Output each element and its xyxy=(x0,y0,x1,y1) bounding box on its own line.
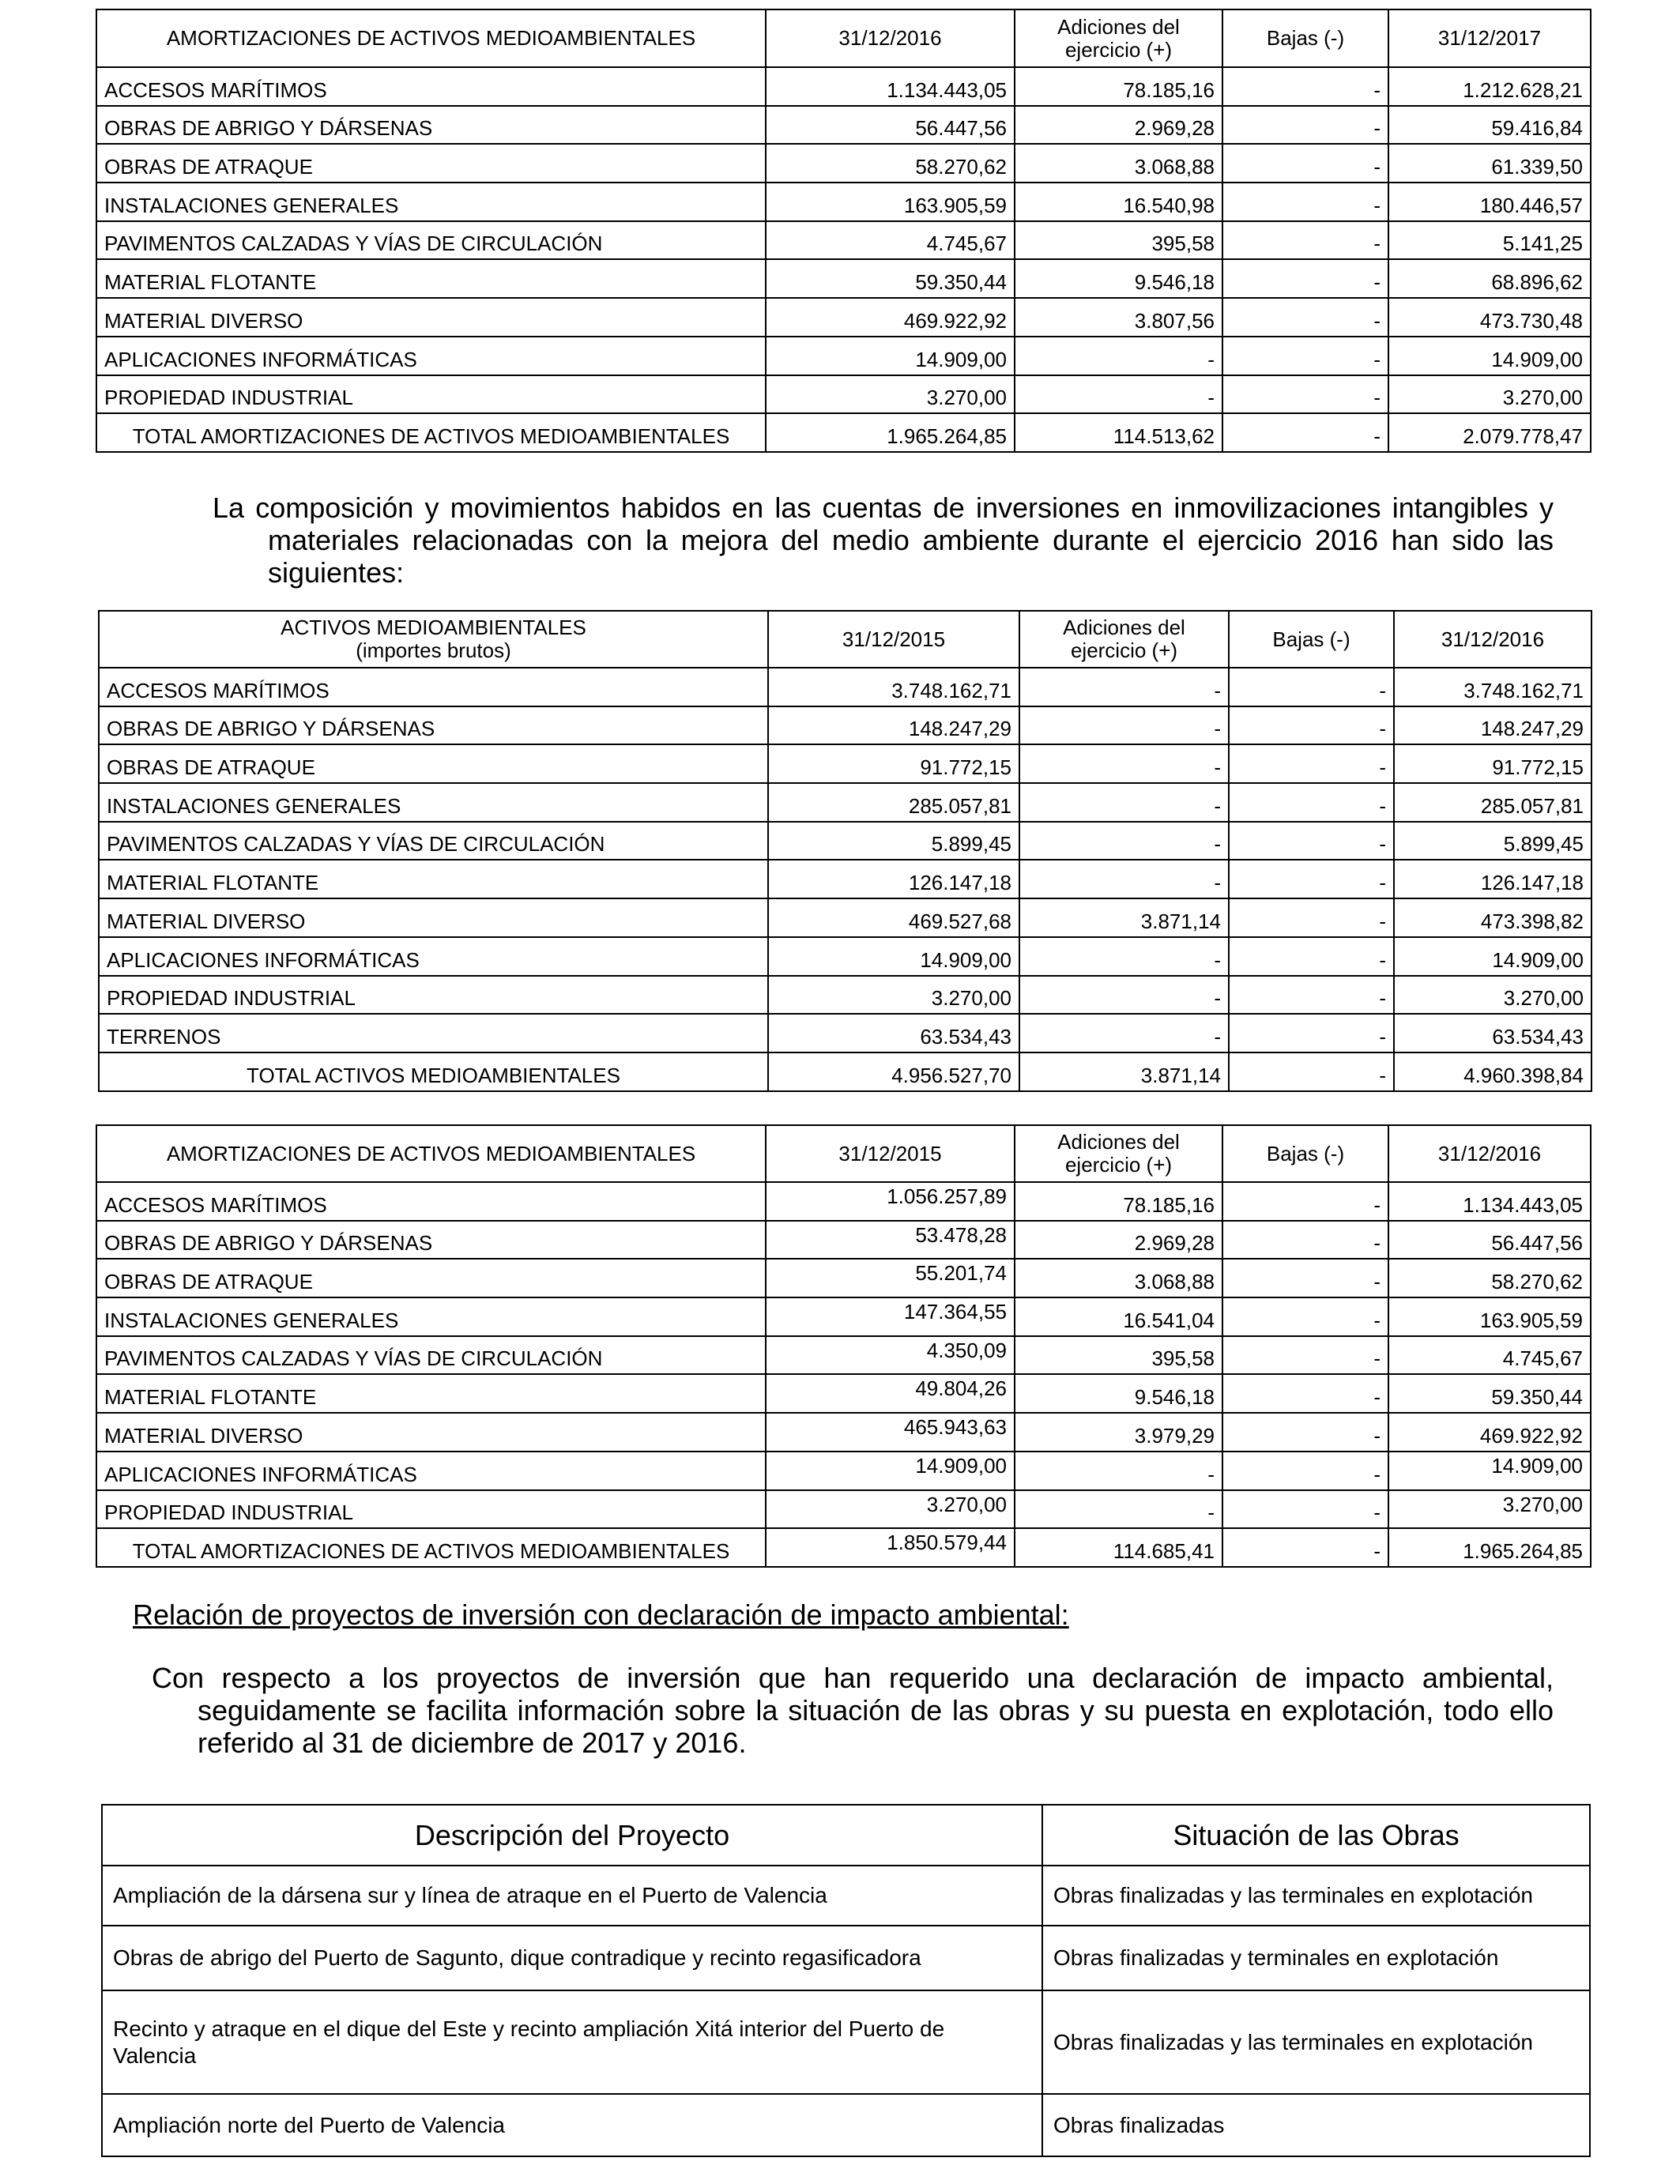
cell-value: - xyxy=(1229,744,1394,783)
cell-value: 14.909,00 xyxy=(766,337,1015,375)
row-label: INSTALACIONES GENERALES xyxy=(96,1297,766,1336)
cell-value: - xyxy=(1229,706,1394,745)
paragraph-proyectos xyxy=(152,1662,1554,1759)
table-row xyxy=(96,106,1591,145)
project-description: Obras de abrigo del Puerto de Sagunto, dique contradique y recinto regasificadora xyxy=(102,1926,1042,1990)
cell-value: - xyxy=(1019,744,1229,783)
table-row xyxy=(96,144,1591,183)
row-label: MATERIAL DIVERSO xyxy=(96,1413,766,1452)
row-label: OBRAS DE ABRIGO Y DÁRSENAS xyxy=(99,706,768,745)
cell-value: 1.056.257,89 xyxy=(766,1182,1015,1221)
project-status: Obras finalizadas y las terminales en explotación xyxy=(1042,1866,1590,1926)
cell-value: 59.350,44 xyxy=(766,259,1015,298)
table-header-row xyxy=(96,1125,1591,1182)
cell-value: 147.364,55 xyxy=(766,1297,1015,1336)
cell-value: - xyxy=(1015,1490,1222,1529)
cell-value: - xyxy=(1222,1413,1388,1452)
column-header: 31/12/2016 xyxy=(766,9,1015,67)
cell-value: 148.247,29 xyxy=(768,706,1019,745)
cell-value: - xyxy=(1222,337,1388,375)
row-label: OBRAS DE ATRAQUE xyxy=(96,1259,766,1297)
cell-value: - xyxy=(1222,1490,1388,1529)
cell-value: - xyxy=(1222,375,1388,414)
row-label: PAVIMENTOS CALZADAS Y VÍAS DE CIRCULACIÓN xyxy=(96,1336,766,1375)
cell-value: 163.905,59 xyxy=(766,183,1015,221)
cell-value: 180.446,57 xyxy=(1388,183,1591,221)
header-line: ejercicio (+) xyxy=(1070,638,1178,662)
cell-value: 58.270,62 xyxy=(1388,1259,1591,1297)
cell-value: 14.909,00 xyxy=(1388,337,1591,375)
cell-value: 49.804,26 xyxy=(766,1374,1015,1413)
cell-value: - xyxy=(1229,937,1394,976)
cell-value: - xyxy=(1229,668,1394,706)
cell-value: 1.212.628,21 xyxy=(1388,67,1591,106)
column-header xyxy=(1015,9,1222,67)
cell-value: 3.270,00 xyxy=(766,375,1015,414)
row-label: INSTALACIONES GENERALES xyxy=(99,783,768,822)
column-header: AMORTIZACIONES DE ACTIVOS MEDIOAMBIENTALES xyxy=(96,1125,766,1182)
column-header: AMORTIZACIONES DE ACTIVOS MEDIOAMBIENTALES xyxy=(96,9,766,67)
cell-value: 4.960.398,84 xyxy=(1394,1052,1591,1091)
cell-value: - xyxy=(1229,976,1394,1015)
column-header: 31/12/2015 xyxy=(768,611,1019,668)
header-line: ejercicio (+) xyxy=(1064,37,1173,62)
table-row xyxy=(96,221,1591,260)
cell-value: 14.909,00 xyxy=(1388,1452,1591,1490)
row-label: INSTALACIONES GENERALES xyxy=(96,183,766,221)
cell-value: 1.134.443,05 xyxy=(1388,1182,1591,1221)
table-row xyxy=(96,1297,1591,1336)
table-row xyxy=(96,298,1591,337)
row-label: TERRENOS xyxy=(99,1014,768,1052)
cell-value: - xyxy=(1019,1014,1229,1052)
cell-value: 3.748.162,71 xyxy=(1394,668,1591,706)
project-description: Ampliación norte del Puerto de Valencia xyxy=(102,2094,1042,2156)
row-label: PAVIMENTOS CALZADAS Y VÍAS DE CIRCULACIÓN xyxy=(99,822,768,860)
cell-value: 14.909,00 xyxy=(766,1452,1015,1490)
row-label: MATERIAL FLOTANTE xyxy=(99,860,768,898)
cell-value: 3.871,14 xyxy=(1019,898,1229,937)
paragraph-text: Con respecto a los proyectos de inversión que han requerido una declaración de impacto ambiental, seguidamente se facilita información sobre la situación de las obras y su puesta en explotación, todo ello referido al 31 de diciembre de 2017 y 2016. xyxy=(152,1662,1554,1759)
table-row xyxy=(99,937,1591,976)
cell-value: 3.871,14 xyxy=(1019,1052,1229,1091)
cell-value: 1.965.264,85 xyxy=(1388,1528,1591,1567)
table-row xyxy=(96,1336,1591,1375)
row-label: PAVIMENTOS CALZADAS Y VÍAS DE CIRCULACIÓN xyxy=(96,221,766,260)
cell-value: - xyxy=(1222,1528,1388,1567)
table-row xyxy=(96,1490,1591,1529)
row-label: PROPIEDAD INDUSTRIAL xyxy=(96,375,766,414)
cell-value: 9.546,18 xyxy=(1015,259,1222,298)
cell-value: 126.147,18 xyxy=(768,860,1019,898)
header-line: Adiciones del xyxy=(1057,1130,1180,1154)
cell-value: 163.905,59 xyxy=(1388,1297,1591,1336)
cell-value: 1.965.264,85 xyxy=(766,413,1015,452)
table-row xyxy=(99,744,1591,783)
column-header: Descripción del Proyecto xyxy=(102,1805,1042,1866)
cell-value: 473.398,82 xyxy=(1394,898,1591,937)
cell-value: 3.748.162,71 xyxy=(768,668,1019,706)
cell-value: 91.772,15 xyxy=(768,744,1019,783)
row-label: TOTAL AMORTIZACIONES DE ACTIVOS MEDIOAMBIENTALES xyxy=(96,1528,766,1567)
cell-value: 56.447,56 xyxy=(766,106,1015,145)
cell-value: 5.141,25 xyxy=(1388,221,1591,260)
cell-value: - xyxy=(1019,860,1229,898)
cell-value: 469.922,92 xyxy=(1388,1413,1591,1452)
cell-value: 2.969,28 xyxy=(1015,106,1222,145)
header-line: (importes brutos) xyxy=(356,638,511,662)
column-header: 31/12/2016 xyxy=(1394,611,1591,668)
project-status: Obras finalizadas y las terminales en explotación xyxy=(1042,1990,1590,2094)
cell-value: 14.909,00 xyxy=(1394,937,1591,976)
total-row xyxy=(96,413,1591,452)
column-header: Bajas (-) xyxy=(1222,9,1388,67)
table-row xyxy=(96,375,1591,414)
cell-value: - xyxy=(1015,337,1222,375)
row-label: MATERIAL DIVERSO xyxy=(96,298,766,337)
cell-value: 78.185,16 xyxy=(1015,67,1222,106)
cell-value: - xyxy=(1222,1221,1388,1260)
cell-value: 285.057,81 xyxy=(768,783,1019,822)
cell-value: 1.134.443,05 xyxy=(766,67,1015,106)
total-row xyxy=(99,1052,1591,1091)
table-row xyxy=(102,2094,1590,2156)
table-row xyxy=(96,183,1591,221)
row-label: OBRAS DE ABRIGO Y DÁRSENAS xyxy=(96,1221,766,1260)
cell-value: 1.850.579,44 xyxy=(766,1528,1015,1567)
total-row xyxy=(96,1528,1591,1567)
project-description: Ampliación de la dársena sur y línea de atraque en el Puerto de Valencia xyxy=(102,1866,1042,1926)
cell-value: 68.896,62 xyxy=(1388,259,1591,298)
cell-value: - xyxy=(1222,1297,1388,1336)
cell-value: 395,58 xyxy=(1015,221,1222,260)
cell-value: 91.772,15 xyxy=(1394,744,1591,783)
cell-value: - xyxy=(1019,706,1229,745)
project-description: Recinto y atraque en el dique del Este y recinto ampliación Xitá interior del Puerto de Valencia xyxy=(102,1990,1042,2094)
cell-value: - xyxy=(1019,668,1229,706)
cell-value: 78.185,16 xyxy=(1015,1182,1222,1221)
cell-value: 4.956.527,70 xyxy=(768,1052,1019,1091)
table-row xyxy=(102,1990,1590,2094)
row-label: TOTAL AMORTIZACIONES DE ACTIVOS MEDIOAMBIENTALES xyxy=(96,413,766,452)
cell-value: - xyxy=(1229,783,1394,822)
row-label: ACCESOS MARÍTIMOS xyxy=(96,1182,766,1221)
column-header xyxy=(1019,611,1229,668)
cell-value: 63.534,43 xyxy=(768,1014,1019,1052)
cell-value: - xyxy=(1019,937,1229,976)
row-label: PROPIEDAD INDUSTRIAL xyxy=(96,1490,766,1529)
header-line: Adiciones del xyxy=(1057,14,1180,39)
header-line: Adiciones del xyxy=(1063,616,1185,639)
cell-value: 469.527,68 xyxy=(768,898,1019,937)
cell-value: 465.943,63 xyxy=(766,1413,1015,1452)
row-label: OBRAS DE ATRAQUE xyxy=(99,744,768,783)
table-row xyxy=(102,1866,1590,1926)
row-label: OBRAS DE ABRIGO Y DÁRSENAS xyxy=(96,106,766,145)
cell-value: - xyxy=(1019,976,1229,1015)
cell-value: 114.513,62 xyxy=(1015,413,1222,452)
table-row xyxy=(99,822,1591,860)
table-header-row xyxy=(96,9,1591,67)
column-header: 31/12/2016 xyxy=(1388,1125,1591,1182)
table-row xyxy=(99,898,1591,937)
cell-value: 285.057,81 xyxy=(1394,783,1591,822)
cell-value: 59.416,84 xyxy=(1388,106,1591,145)
amortizaciones-2016-table xyxy=(96,1124,1591,1568)
table-row xyxy=(96,1221,1591,1260)
cell-value: 114.685,41 xyxy=(1015,1528,1222,1567)
table-row xyxy=(99,1014,1591,1052)
cell-value: - xyxy=(1222,259,1388,298)
row-label: APLICACIONES INFORMÁTICAS xyxy=(96,1452,766,1490)
cell-value: - xyxy=(1229,1052,1394,1091)
cell-value: 395,58 xyxy=(1015,1336,1222,1375)
column-header: 31/12/2015 xyxy=(766,1125,1015,1182)
row-label: ACCESOS MARÍTIMOS xyxy=(99,668,768,706)
cell-value: - xyxy=(1222,413,1388,452)
project-status: Obras finalizadas xyxy=(1042,2094,1590,2156)
cell-value: 126.147,18 xyxy=(1394,860,1591,898)
cell-value: 3.979,29 xyxy=(1015,1413,1222,1452)
table-row xyxy=(96,67,1591,106)
table-row xyxy=(99,976,1591,1015)
cell-value: - xyxy=(1019,783,1229,822)
cell-value: 63.534,43 xyxy=(1394,1014,1591,1052)
cell-value: 469.922,92 xyxy=(766,298,1015,337)
table-header-row xyxy=(102,1805,1590,1866)
row-label: PROPIEDAD INDUSTRIAL xyxy=(99,976,768,1015)
table-row xyxy=(96,1374,1591,1413)
row-label: APLICACIONES INFORMÁTICAS xyxy=(96,337,766,375)
cell-value: - xyxy=(1229,860,1394,898)
row-label: MATERIAL FLOTANTE xyxy=(96,1374,766,1413)
cell-value: - xyxy=(1222,183,1388,221)
cell-value: 14.909,00 xyxy=(768,937,1019,976)
cell-value: 5.899,45 xyxy=(768,822,1019,860)
column-header: Bajas (-) xyxy=(1222,1125,1388,1182)
cell-value: - xyxy=(1229,822,1394,860)
cell-value: - xyxy=(1222,298,1388,337)
cell-value: 3.807,56 xyxy=(1015,298,1222,337)
column-header xyxy=(99,611,768,668)
cell-value: - xyxy=(1222,221,1388,260)
section-heading: Relación de proyectos de inversión con declaración de impacto ambiental: xyxy=(133,1598,1069,1631)
table-row xyxy=(96,1413,1591,1452)
table-row xyxy=(96,1182,1591,1221)
row-label: OBRAS DE ATRAQUE xyxy=(96,144,766,183)
cell-value: - xyxy=(1222,1182,1388,1221)
cell-value: 61.339,50 xyxy=(1388,144,1591,183)
paragraph-inversiones: La composición y movimientos habidos en las cuentas de inversiones en inmovilizaciones intangibles y materiales relacionadas con la mejora del medio ambiente durante el ejercicio 2016 han sido las siguientes: xyxy=(213,491,1554,589)
header-line: ACTIVOS MEDIOAMBIENTALES xyxy=(281,616,586,639)
cell-value: 58.270,62 xyxy=(766,144,1015,183)
cell-value: 3.068,88 xyxy=(1015,144,1222,183)
table-row xyxy=(96,1452,1591,1490)
cell-value: 16.540,98 xyxy=(1015,183,1222,221)
cell-value: - xyxy=(1222,67,1388,106)
column-header: 31/12/2017 xyxy=(1388,9,1591,67)
table-row xyxy=(102,1926,1590,1990)
row-label: ACCESOS MARÍTIMOS xyxy=(96,67,766,106)
table-header-row xyxy=(99,611,1591,668)
cell-value: 3.270,00 xyxy=(768,976,1019,1015)
cell-value: - xyxy=(1222,1336,1388,1375)
cell-value: 3.270,00 xyxy=(766,1490,1015,1529)
cell-value: - xyxy=(1015,375,1222,414)
cell-value: - xyxy=(1019,822,1229,860)
cell-value: - xyxy=(1015,1452,1222,1490)
cell-value: - xyxy=(1222,1374,1388,1413)
cell-value: 4.745,67 xyxy=(1388,1336,1591,1375)
table-row xyxy=(99,668,1591,706)
row-label: MATERIAL FLOTANTE xyxy=(96,259,766,298)
proyectos-table xyxy=(101,1804,1591,2157)
cell-value: 3.068,88 xyxy=(1015,1259,1222,1297)
cell-value: 59.350,44 xyxy=(1388,1374,1591,1413)
cell-value: 53.478,28 xyxy=(766,1221,1015,1260)
cell-value: 4.350,09 xyxy=(766,1336,1015,1375)
table-row xyxy=(96,1259,1591,1297)
cell-value: 16.541,04 xyxy=(1015,1297,1222,1336)
cell-value: - xyxy=(1222,144,1388,183)
column-header: Situación de las Obras xyxy=(1042,1805,1590,1866)
table-row xyxy=(99,706,1591,745)
cell-value: - xyxy=(1222,1452,1388,1490)
cell-value: 3.270,00 xyxy=(1388,375,1591,414)
cell-value: 4.745,67 xyxy=(766,221,1015,260)
cell-value: 56.447,56 xyxy=(1388,1221,1591,1260)
row-label: TOTAL ACTIVOS MEDIOAMBIENTALES xyxy=(99,1052,768,1091)
activos-medioambientales-2016-table xyxy=(98,610,1592,1092)
cell-value: - xyxy=(1222,1259,1388,1297)
cell-value: 55.201,74 xyxy=(766,1259,1015,1297)
table-row xyxy=(96,259,1591,298)
cell-value: - xyxy=(1229,1014,1394,1052)
project-status: Obras finalizadas y terminales en explotación xyxy=(1042,1926,1590,1990)
amortizaciones-2017-table xyxy=(96,9,1591,453)
cell-value: 9.546,18 xyxy=(1015,1374,1222,1413)
column-header xyxy=(1015,1125,1222,1182)
table-row xyxy=(99,783,1591,822)
row-label: MATERIAL DIVERSO xyxy=(99,898,768,937)
cell-value: 3.270,00 xyxy=(1388,1490,1591,1529)
cell-value: - xyxy=(1229,898,1394,937)
table-row xyxy=(99,860,1591,898)
cell-value: 3.270,00 xyxy=(1394,976,1591,1015)
row-label: APLICACIONES INFORMÁTICAS xyxy=(99,937,768,976)
cell-value: 148.247,29 xyxy=(1394,706,1591,745)
cell-value: 2.079.778,47 xyxy=(1388,413,1591,452)
cell-value: 473.730,48 xyxy=(1388,298,1591,337)
header-line: ejercicio (+) xyxy=(1064,1153,1173,1177)
table-row xyxy=(96,337,1591,375)
column-header: Bajas (-) xyxy=(1229,611,1394,668)
cell-value: 5.899,45 xyxy=(1394,822,1591,860)
cell-value: 2.969,28 xyxy=(1015,1221,1222,1260)
cell-value: - xyxy=(1222,106,1388,145)
